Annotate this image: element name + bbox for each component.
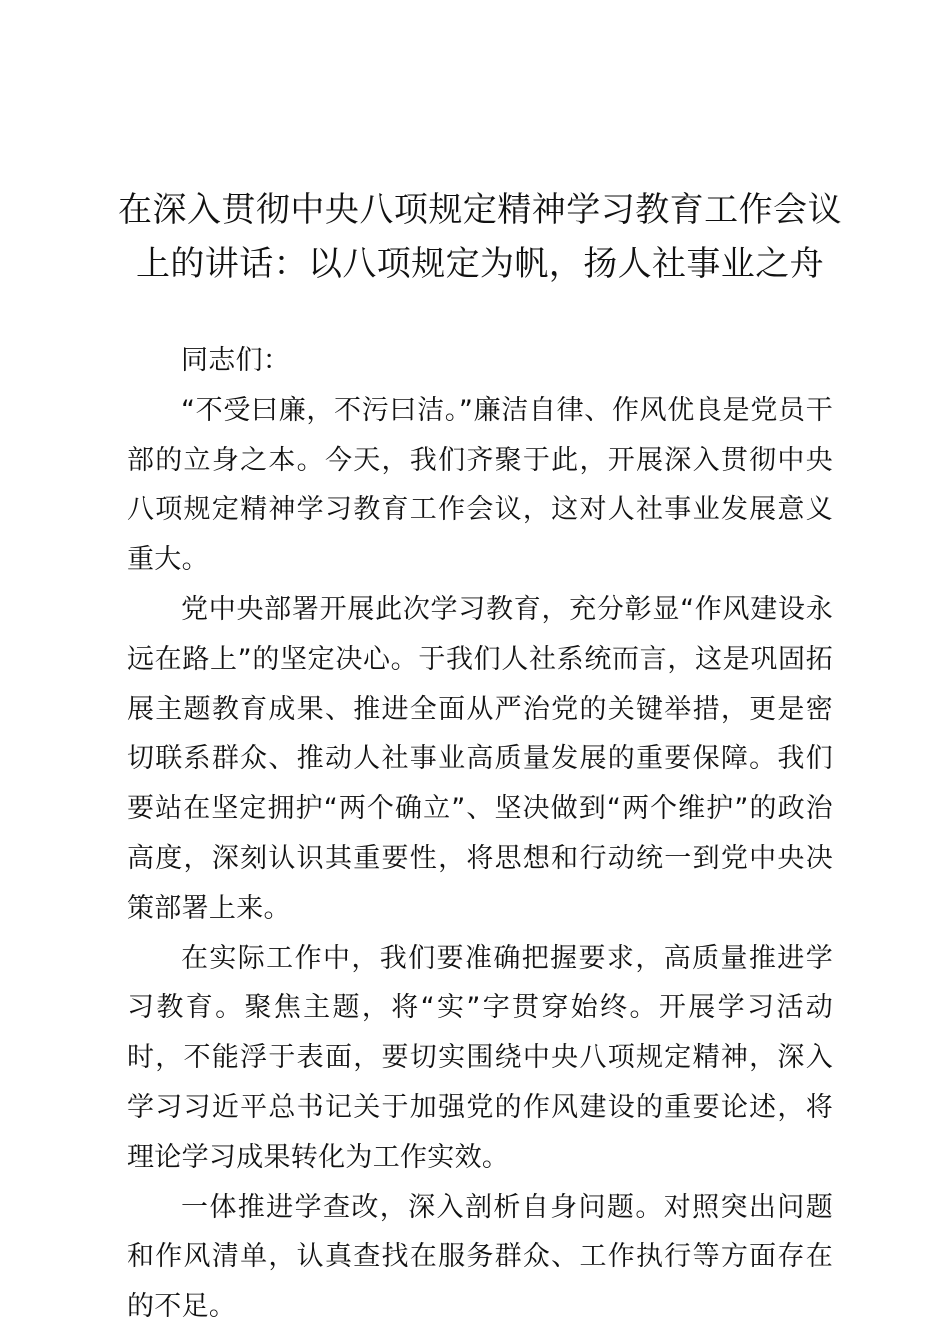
document-body — [127, 336, 833, 1332]
paragraph-2: 党中央部署开展此次学习教育，充分彰显“作风建设永远在路上”的坚定决心。于我们人社系统而言，这是巩固拓展主题教育成果、推进全面从严治党的关键举措，更是密切联系群众、推动人社事业高质量发展的重要保障。我们要站在坚定拥护“两个确立”、坚决做到“两个维护”的政治高度，深刻认识其重要性，将思想和行动统一到党中央决策部署上来。 — [127, 593, 833, 924]
paragraph-1: “不受曰廉，不污曰洁。”廉洁自律、作风优良是党员干部的立身之本。今天，我们齐聚于此，开展深入贯彻中央八项规定精神学习教育工作会议，这对人社事业发展意义重大。 — [127, 394, 833, 576]
document-title: 在深入贯彻中央八项规定精神学习教育工作会议上的讲话：以八项规定为帆，扬人社事业之舟 — [118, 190, 842, 284]
salutation: 同志们： — [181, 345, 291, 376]
paragraph-3: 在实际工作中，我们要准确把握要求，高质量推进学习教育。聚焦主题，将“实”字贯穿始终。开展学习活动时，不能浮于表面，要切实围绕中央八项规定精神，深入学习习近平总书记关于加强党的作风建设的重要论述，将理论学习成果转化为工作实效。 — [127, 942, 833, 1173]
paragraph-4: 一体推进学查改，深入剖析自身问题。对照突出问题和作风清单，认真查找在服务群众、工作执行等方面存在的不足。 — [127, 1191, 833, 1323]
